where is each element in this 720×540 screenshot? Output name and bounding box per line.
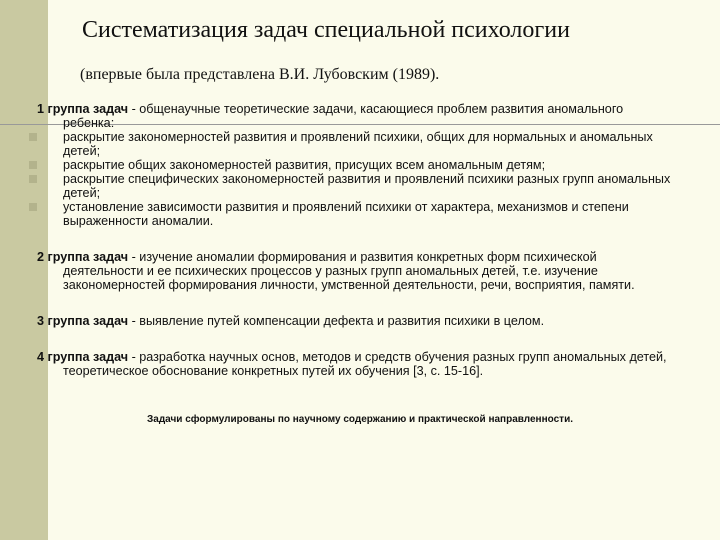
square-bullet-icon <box>29 161 37 169</box>
bullet-text: раскрытие специфических закономерностей развития и проявлений психики разных групп аномальных детей; <box>63 172 671 200</box>
task-group-3-description <box>37 314 677 328</box>
bullet-text: раскрытие закономерностей развития и проявлений психики, общих для нормальных и аномальных детей; <box>63 130 653 158</box>
square-bullet-icon <box>29 175 37 183</box>
slide-subtitle: (впервые была представлена В.И. Лубовским (1989). <box>80 66 440 83</box>
slide-title: Систематизация задач специальной психологии <box>82 17 570 43</box>
spacer <box>37 292 677 314</box>
task-groups <box>37 102 677 378</box>
closing-note: Задачи сформулированы по научному содержанию и практической направленности. <box>147 414 573 425</box>
task-group-2 <box>37 250 677 292</box>
list-item <box>37 172 677 200</box>
task-group-2-name: 2 группа задач <box>37 250 129 264</box>
task-group-4-description <box>37 350 677 378</box>
task-group-3-name: 3 группа задач <box>37 314 129 328</box>
spacer <box>37 328 677 350</box>
bullet-text: установление зависимости развития и проявлений психики от характера, механизмов и степени выраженности аномалии. <box>63 200 629 228</box>
square-bullet-icon <box>29 203 37 211</box>
task-group-1-description <box>37 102 677 130</box>
task-group-4-text: - разработка научных основ, методов и средств обучения разных групп аномальных детей, теоретическое обоснование конкретных путей их обучения [3, с. 15-16]. <box>63 350 667 378</box>
task-group-2-text: - изучение аномалии формирования и развития конкретных форм психической деятельности и ее психических процессов у разных групп аномальных детей, т.е. изучение закономерностей формирования личности, умственной деятельности, речи, восприятия, памяти. <box>63 250 635 292</box>
task-group-3-text: - выявление путей компенсации дефекта и развития психики в целом. <box>128 314 545 328</box>
task-group-1-text: - общенаучные теоретические задачи, касающиеся проблем развития аномального ребенка: <box>63 102 624 130</box>
list-item <box>37 158 677 172</box>
task-group-1-name: 1 группа задач <box>37 102 129 116</box>
spacer <box>37 228 677 250</box>
task-group-1-bullets <box>37 130 677 228</box>
square-bullet-icon <box>29 133 37 141</box>
task-group-1 <box>37 102 677 228</box>
task-group-4 <box>37 350 677 378</box>
task-group-3 <box>37 314 677 328</box>
task-group-4-name: 4 группа задач <box>37 350 129 364</box>
list-item <box>37 130 677 158</box>
task-group-2-description <box>37 250 677 292</box>
bullet-text: раскрытие общих закономерностей развития, присущих всем аномальным детям; <box>63 158 546 172</box>
list-item <box>37 200 677 228</box>
